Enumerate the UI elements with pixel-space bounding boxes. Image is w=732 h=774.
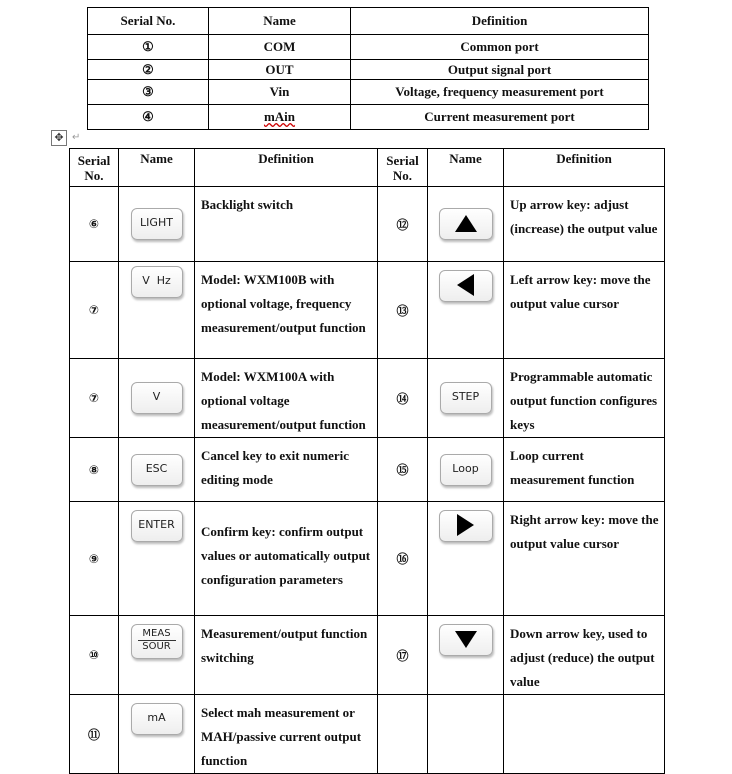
empty-cell [378, 695, 428, 774]
key-definition: Up arrow key: adjust (increase) the output value [504, 187, 665, 262]
table-row [70, 616, 665, 695]
right-arrow-icon [457, 514, 474, 536]
serial-no: ⑩ [70, 616, 119, 695]
key-definition: Loop current measurement function [504, 438, 665, 502]
table-row [88, 60, 649, 80]
v-hz-key: V Hz [131, 266, 183, 298]
key-definition: Cancel key to exit numeric editing mode [195, 438, 378, 502]
ma-key: mA [131, 703, 183, 735]
serial-no: ⑦ [70, 359, 119, 438]
header-serial-no: Serial No. [378, 149, 428, 187]
empty-cell [504, 695, 665, 774]
key-definition: Select mah measurement or MAH/passive current output function [195, 695, 378, 774]
serial-no: ⑥ [70, 187, 119, 262]
table-row [70, 695, 665, 774]
right-arrow-key [439, 510, 493, 542]
serial-no: ⑮ [378, 438, 428, 502]
serial-no: ③ [88, 80, 209, 105]
header-name: Name [209, 8, 351, 35]
serial-no: ⑦ [70, 262, 119, 359]
port-name: mAin [209, 105, 351, 130]
port-name: Vin [209, 80, 351, 105]
left-arrow-key [439, 270, 493, 302]
down-arrow-key [439, 624, 493, 656]
serial-no: ⑫ [378, 187, 428, 262]
serial-no: ① [88, 35, 209, 60]
port-definition: Voltage, frequency measurement port [351, 80, 649, 105]
loop-key: Loop [440, 454, 492, 486]
serial-no: ⑧ [70, 438, 119, 502]
key-label-bottom: SOUR [142, 641, 171, 652]
key-definition: Right arrow key: move the output value cursor [504, 502, 665, 616]
paragraph-mark-icon: ↵ [72, 132, 81, 143]
serial-no: ② [88, 60, 209, 80]
up-arrow-key [439, 208, 493, 240]
key-definition: Programmable automatic output function configures keys [504, 359, 665, 438]
header-definition: Definition [351, 8, 649, 35]
down-arrow-icon [455, 631, 477, 648]
key-definition: Confirm key: confirm output values or automatically output configuration parameters [195, 502, 378, 616]
serial-no: ④ [88, 105, 209, 130]
table-row [70, 502, 665, 616]
serial-no: ⑨ [70, 502, 119, 616]
port-name: COM [209, 35, 351, 60]
key-definition: Left arrow key: move the output value cursor [504, 262, 665, 359]
ports-table [87, 7, 649, 130]
serial-no: ⑰ [378, 616, 428, 695]
serial-no: ⑭ [378, 359, 428, 438]
meas-sour-key [131, 624, 183, 659]
key-definition: Down arrow key, used to adjust (reduce) the output value [504, 616, 665, 695]
serial-no: ⑪ [70, 695, 119, 774]
light-key: LIGHT [131, 208, 183, 240]
port-definition: Current measurement port [351, 105, 649, 130]
up-arrow-icon [455, 215, 477, 232]
table-row [88, 105, 649, 130]
header-definition: Definition [195, 149, 378, 187]
serial-no: ⑬ [378, 262, 428, 359]
key-label-top: MEAS [138, 628, 176, 641]
header-serial-no: Serial No. [70, 149, 119, 187]
header-serial-no: Serial No. [88, 8, 209, 35]
left-arrow-icon [457, 274, 474, 296]
key-definition: Model: WXM100A with optional voltage measurement/output function [195, 359, 378, 438]
enter-key: ENTER [131, 510, 183, 542]
v-key: V [131, 382, 183, 414]
table-row [70, 359, 665, 438]
table-row [70, 262, 665, 359]
serial-no: ⑯ [378, 502, 428, 616]
keys-table [69, 148, 665, 774]
table-row [70, 438, 665, 502]
port-definition: Common port [351, 35, 649, 60]
step-key: STEP [440, 382, 492, 414]
key-definition: Measurement/output function switching [195, 616, 378, 695]
port-definition: Output signal port [351, 60, 649, 80]
key-definition: Backlight switch [195, 187, 378, 262]
header-definition: Definition [504, 149, 665, 187]
table-row [70, 187, 665, 262]
header-name: Name [428, 149, 504, 187]
header-name: Name [119, 149, 195, 187]
esc-key: ESC [131, 454, 183, 486]
key-definition: Model: WXM100B with optional voltage, frequency measurement/output function [195, 262, 378, 359]
empty-cell [428, 695, 504, 774]
table-move-handle-icon[interactable]: ✥ [51, 130, 67, 146]
port-name: OUT [209, 60, 351, 80]
table-row [88, 35, 649, 60]
table-row [88, 80, 649, 105]
